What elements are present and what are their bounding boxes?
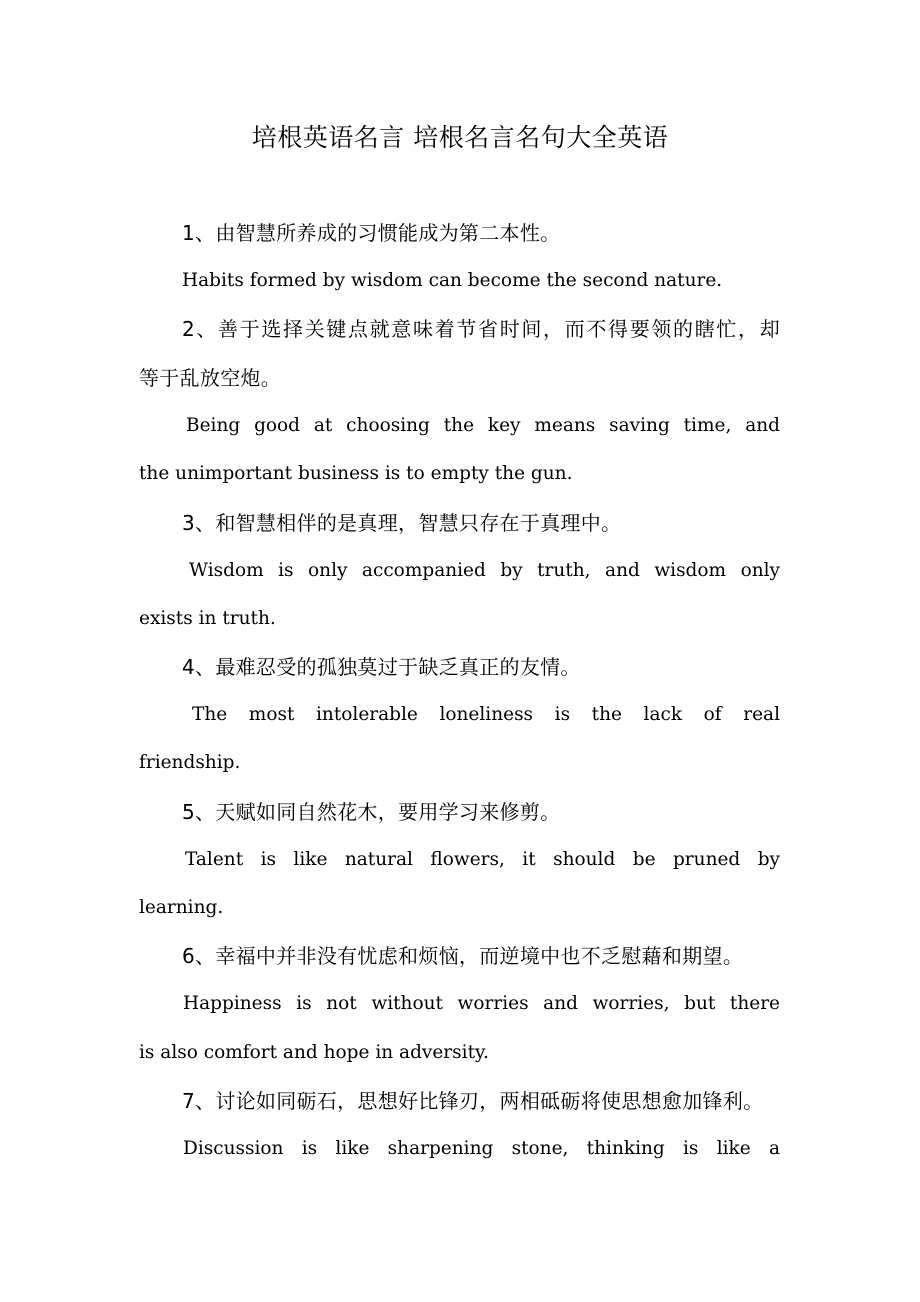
quote-6-english-line-1: Happiness is not without worries and worries, but there — [183, 993, 780, 1014]
quote-4-english-line-1: The most intolerable loneliness is the lack of real — [192, 704, 780, 725]
quote-2-chinese-line-1: 2、善于选择关键点就意味着节省时间，而不得要领的瞎忙，却 — [182, 317, 780, 341]
quote-4-chinese-line-1: 4、最难忍受的孤独莫过于缺乏真正的友情。 — [182, 655, 581, 679]
page-title: 培根英语名言 培根名言名句大全英语 — [251, 123, 669, 152]
quote-3-chinese-line-1: 3、和智慧相伴的是真理，智慧只存在于真理中。 — [182, 511, 622, 535]
quote-6-chinese-line-1: 6、幸福中并非没有忧虑和烦恼，而逆境中也不乏慰藉和期望。 — [182, 944, 744, 968]
quote-6-english-line-2: is also comfort and hope in adversity. — [139, 1042, 489, 1063]
quote-4-english-line-2: friendship. — [139, 752, 241, 773]
quote-5-chinese-line-1: 5、天赋如同自然花木，要用学习来修剪。 — [182, 800, 561, 824]
quote-2-english-line-1: Being good at choosing the key means saving time, and — [186, 415, 780, 436]
quote-3-english-line-1: Wisdom is only accompanied by truth, and wisdom only — [189, 560, 780, 581]
quote-3-english-line-2: exists in truth. — [139, 608, 276, 629]
quote-5-english-line-2: learning. — [139, 897, 224, 918]
quote-7-english-line-1: Discussion is like sharpening stone, thinking is like a — [183, 1138, 780, 1159]
quote-1-chinese-line-1: 1、由智慧所养成的习惯能成为第二本性。 — [182, 221, 561, 245]
quote-7-chinese-line-1: 7、讨论如同砺石，思想好比锋刃，两相砥砺将使思想愈加锋利。 — [182, 1089, 764, 1113]
quote-2-chinese-line-2: 等于乱放空炮。 — [139, 366, 282, 390]
quote-2-english-line-2: the unimportant business is to empty the gun. — [139, 463, 573, 484]
quote-1-english-line-1: Habits formed by wisdom can become the second nature. — [182, 270, 723, 291]
quote-5-english-line-1: Talent is like natural flowers, it should be pruned by — [185, 849, 780, 870]
